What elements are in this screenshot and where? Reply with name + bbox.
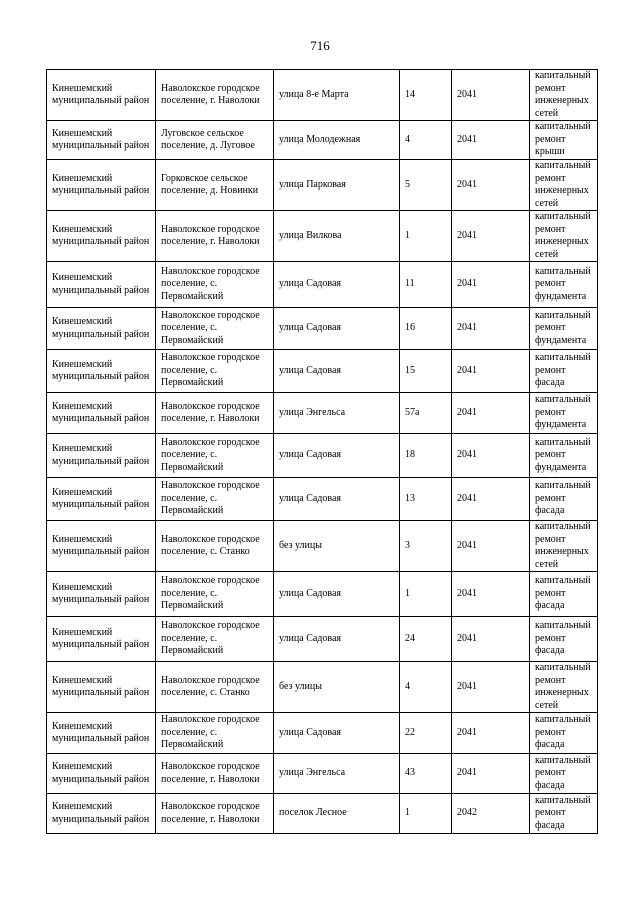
settlement-cell: Наволокское городское поселение, с. Станко	[156, 521, 274, 572]
table-row	[47, 572, 598, 617]
year-cell: 2041	[452, 754, 530, 794]
street-cell: улица Садовая	[274, 617, 400, 662]
year-cell: 2041	[452, 211, 530, 262]
settlement-cell: Наволокское городское поселение, с. Первомайский	[156, 572, 274, 617]
district-cell: Кинешемский муниципальный район	[47, 572, 156, 617]
settlement-cell: Наволокское городское поселение, с. Первомайский	[156, 478, 274, 521]
district-cell: Кинешемский муниципальный район	[47, 713, 156, 754]
work-type-cell: капитальный ремонт фундамента	[530, 434, 598, 478]
work-type-cell: капитальный ремонт инженерных сетей	[530, 521, 598, 572]
settlement-cell: Наволокское городское поселение, с. Первомайский	[156, 713, 274, 754]
district-cell: Кинешемский муниципальный район	[47, 478, 156, 521]
year-cell: 2041	[452, 160, 530, 211]
table-row	[47, 393, 598, 434]
street-cell: улица Садовая	[274, 572, 400, 617]
settlement-cell: Наволокское городское поселение, с. Станко	[156, 662, 274, 713]
year-cell: 2041	[452, 434, 530, 478]
street-cell: поселок Лесное	[274, 794, 400, 834]
settlement-cell: Наволокское городское поселение, г. Наволоки	[156, 393, 274, 434]
year-cell: 2041	[452, 478, 530, 521]
settlement-cell: Наволокское городское поселение, с. Первомайский	[156, 350, 274, 393]
house-number-cell: 11	[400, 262, 452, 308]
house-number-cell: 22	[400, 713, 452, 754]
year-cell: 2041	[452, 308, 530, 350]
street-cell: улица Садовая	[274, 308, 400, 350]
work-type-cell: капитальный ремонт фасада	[530, 794, 598, 834]
year-cell: 2041	[452, 350, 530, 393]
street-cell: без улицы	[274, 521, 400, 572]
street-cell: улица Садовая	[274, 434, 400, 478]
district-cell: Кинешемский муниципальный район	[47, 434, 156, 478]
year-cell: 2041	[452, 70, 530, 121]
settlement-cell: Наволокское городское поселение, г. Наволоки	[156, 794, 274, 834]
work-type-cell: капитальный ремонт инженерных сетей	[530, 160, 598, 211]
street-cell: улица Садовая	[274, 713, 400, 754]
work-type-cell: капитальный ремонт фундамента	[530, 308, 598, 350]
district-cell: Кинешемский муниципальный район	[47, 350, 156, 393]
table-row	[47, 754, 598, 794]
street-cell: улица Садовая	[274, 262, 400, 308]
district-cell: Кинешемский муниципальный район	[47, 617, 156, 662]
table-row	[47, 121, 598, 160]
district-cell: Кинешемский муниципальный район	[47, 211, 156, 262]
year-cell: 2041	[452, 521, 530, 572]
work-type-cell: капитальный ремонт инженерных сетей	[530, 662, 598, 713]
district-cell: Кинешемский муниципальный район	[47, 160, 156, 211]
district-cell: Кинешемский муниципальный район	[47, 393, 156, 434]
settlement-cell: Наволокское городское поселение, г. Наволоки	[156, 211, 274, 262]
street-cell: улица Молодежная	[274, 121, 400, 160]
street-cell: улица 8-е Марта	[274, 70, 400, 121]
district-cell: Кинешемский муниципальный район	[47, 794, 156, 834]
table-row	[47, 262, 598, 308]
year-cell: 2041	[452, 121, 530, 160]
street-cell: улица Парковая	[274, 160, 400, 211]
district-cell: Кинешемский муниципальный район	[47, 754, 156, 794]
year-cell: 2041	[452, 572, 530, 617]
work-type-cell: капитальный ремонт фундамента	[530, 262, 598, 308]
work-type-cell: капитальный ремонт фасада	[530, 572, 598, 617]
year-cell: 2041	[452, 662, 530, 713]
house-number-cell: 15	[400, 350, 452, 393]
district-cell: Кинешемский муниципальный район	[47, 521, 156, 572]
table-row	[47, 617, 598, 662]
year-cell: 2041	[452, 393, 530, 434]
street-cell: улица Вилкова	[274, 211, 400, 262]
settlement-cell: Горковское сельское поселение, д. Новинки	[156, 160, 274, 211]
district-cell: Кинешемский муниципальный район	[47, 308, 156, 350]
house-number-cell: 3	[400, 521, 452, 572]
street-cell: улица Энгельса	[274, 754, 400, 794]
table-row	[47, 350, 598, 393]
district-cell: Кинешемский муниципальный район	[47, 121, 156, 160]
house-number-cell: 14	[400, 70, 452, 121]
street-cell: улица Садовая	[274, 350, 400, 393]
house-number-cell: 13	[400, 478, 452, 521]
work-type-cell: капитальный ремонт инженерных сетей	[530, 70, 598, 121]
table-row	[47, 521, 598, 572]
settlement-cell: Наволокское городское поселение, с. Первомайский	[156, 434, 274, 478]
year-cell: 2041	[452, 262, 530, 308]
year-cell: 2041	[452, 713, 530, 754]
work-type-cell: капитальный ремонт фасада	[530, 754, 598, 794]
work-type-cell: капитальный ремонт фундамента	[530, 393, 598, 434]
settlement-cell: Наволокское городское поселение, г. Наволоки	[156, 754, 274, 794]
settlement-cell: Наволокское городское поселение, с. Первомайский	[156, 262, 274, 308]
house-number-cell: 16	[400, 308, 452, 350]
house-number-cell: 1	[400, 211, 452, 262]
work-type-cell: капитальный ремонт фасада	[530, 478, 598, 521]
table-row	[47, 70, 598, 121]
year-cell: 2041	[452, 617, 530, 662]
house-number-cell: 1	[400, 794, 452, 834]
house-number-cell: 18	[400, 434, 452, 478]
settlement-cell: Наволокское городское поселение, с. Первомайский	[156, 617, 274, 662]
work-type-cell: капитальный ремонт фасада	[530, 617, 598, 662]
district-cell: Кинешемский муниципальный район	[47, 70, 156, 121]
table-row	[47, 160, 598, 211]
table-row	[47, 662, 598, 713]
table-row	[47, 478, 598, 521]
street-cell: улица Энгельса	[274, 393, 400, 434]
house-number-cell: 1	[400, 572, 452, 617]
district-cell: Кинешемский муниципальный район	[47, 662, 156, 713]
house-number-cell: 24	[400, 617, 452, 662]
table-row	[47, 794, 598, 834]
settlement-cell: Наволокское городское поселение, г. Наволоки	[156, 70, 274, 121]
house-number-cell: 5	[400, 160, 452, 211]
table-body	[47, 70, 598, 834]
settlement-cell: Луговское сельское поселение, д. Луговое	[156, 121, 274, 160]
page-number: 716	[310, 38, 330, 53]
table-row	[47, 308, 598, 350]
work-type-cell: капитальный ремонт фасада	[530, 713, 598, 754]
district-cell: Кинешемский муниципальный район	[47, 262, 156, 308]
house-number-cell: 4	[400, 662, 452, 713]
house-number-cell: 57а	[400, 393, 452, 434]
year-cell: 2042	[452, 794, 530, 834]
work-type-cell: капитальный ремонт фасада	[530, 350, 598, 393]
street-cell: улица Садовая	[274, 478, 400, 521]
street-cell: без улицы	[274, 662, 400, 713]
housing-repair-table	[46, 69, 598, 834]
house-number-cell: 43	[400, 754, 452, 794]
work-type-cell: капитальный ремонт крыши	[530, 121, 598, 160]
house-number-cell: 4	[400, 121, 452, 160]
table-row	[47, 211, 598, 262]
table-row	[47, 434, 598, 478]
settlement-cell: Наволокское городское поселение, с. Первомайский	[156, 308, 274, 350]
work-type-cell: капитальный ремонт инженерных сетей	[530, 211, 598, 262]
table-row	[47, 713, 598, 754]
